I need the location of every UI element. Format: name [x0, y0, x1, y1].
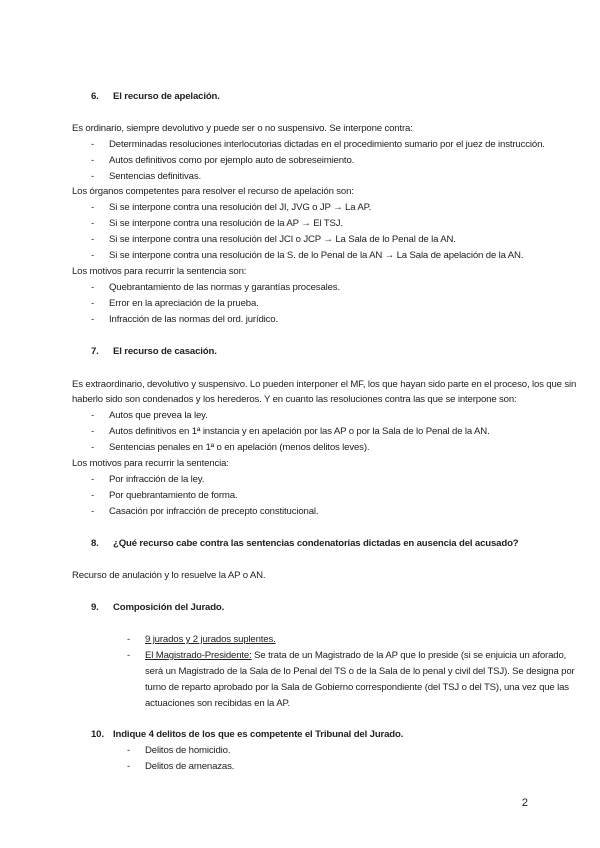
page-number: 2: [521, 797, 528, 809]
list-dash: -: [91, 139, 95, 150]
list-dash: -: [91, 171, 95, 182]
heading-text: Composición del Jurado.: [113, 602, 225, 613]
list-item: Error en la apreciación de la prueba.: [109, 298, 259, 309]
heading-number: 9.: [91, 602, 99, 613]
heading-text: ¿Qué recurso cabe contra las sentencias condenatorias dictadas en ausencia del acusado?: [113, 538, 519, 549]
list-dash: -: [91, 282, 95, 293]
list-dash: -: [91, 314, 95, 325]
list-item: Por quebrantamiento de forma.: [109, 490, 238, 501]
heading-number: 7.: [91, 346, 99, 357]
paragraph: Los órganos competentes para resolver el recurso de apelación son:: [72, 186, 354, 197]
list-dash: -: [91, 155, 95, 166]
list-dash: -: [91, 202, 95, 213]
list-item: Autos definitivos como por ejemplo auto de sobreseimiento.: [109, 155, 355, 166]
heading-text: El recurso de apelación.: [113, 91, 220, 102]
paragraph: Recurso de anulación y lo resuelve la AP o AN.: [72, 570, 266, 581]
list-item: 9 jurados y 2 jurados suplentes.: [145, 634, 276, 645]
list-item: Si se interpone contra una resolución de la S. de lo Penal de la AN → La Sala de apelación de la AN.: [109, 250, 524, 261]
item-label: El Magistrado-Presidente:: [145, 650, 252, 661]
list-item: [145, 650, 566, 662]
list-item: Autos definitivos en 1ª instancia y en apelación por las AP o por la Sala de lo Penal de la AN.: [109, 426, 490, 437]
list-dash: -: [91, 410, 95, 421]
list-dash: -: [127, 745, 131, 756]
list-item: Autos que prevea la ley.: [109, 410, 208, 421]
paragraph: haberlo sido son condenados y los herederos. Y en cuanto las resoluciones contra las que se interpone son:: [72, 394, 517, 405]
list-item: Delitos de amenazas.: [145, 761, 235, 772]
list-dash: -: [91, 298, 95, 309]
list-item: Si se interpone contra una resolución del JI, JVG o JP → La AP.: [109, 202, 372, 213]
list-dash: -: [91, 474, 95, 485]
heading-6: [91, 91, 220, 103]
list-item: Infracción de las normas del ord. jurídico.: [109, 314, 278, 325]
list-item-continuation: será un Magistrado de la Sala de lo Penal del TS o de la Sala de lo penal y civil del TSJ). Se designa por: [145, 666, 575, 677]
list-item-continuation: turno de reparto aprobado por la Sala de Gobierno correspondiente (del TSJ o del TS), una vez que las: [145, 682, 569, 693]
list-item: Determinadas resoluciones interlocutorias dictadas en el procedimiento sumario por el juez de instrucción.: [109, 139, 545, 150]
heading-number: 8.: [91, 538, 99, 549]
list-dash: -: [127, 650, 131, 661]
list-dash: -: [91, 426, 95, 437]
paragraph: Los motivos para recurrir la sentencia:: [72, 458, 229, 469]
list-dash: -: [91, 234, 95, 245]
list-item: Por infracción de la ley.: [109, 474, 205, 485]
heading-text: Indique 4 delitos de los que es competente el Tribunal del Jurado.: [113, 729, 404, 740]
list-dash: -: [127, 761, 131, 772]
list-item: Quebrantamiento de las normas y garantías procesales.: [109, 282, 340, 293]
heading-8: [91, 538, 519, 550]
paragraph: Es ordinario, siempre devolutivo y puede ser o no suspensivo. Se interpone contra:: [72, 123, 413, 134]
heading-9: [91, 602, 224, 614]
paragraph: Los motivos para recurrir la sentencia son:: [72, 266, 247, 277]
list-item: Delitos de homicidio.: [145, 745, 231, 756]
heading-10: [91, 729, 403, 741]
heading-7: [91, 346, 217, 358]
list-item: Sentencias definitivas.: [109, 171, 202, 182]
list-item: Sentencias penales en 1ª o en apelación (menos delitos leves).: [109, 442, 370, 453]
list-item-continuation: actuaciones son recibidas en la AP.: [145, 698, 290, 709]
list-dash: -: [91, 250, 95, 261]
heading-text: El recurso de casación.: [113, 346, 217, 357]
heading-number: 10.: [91, 729, 104, 740]
list-dash: -: [91, 490, 95, 501]
list-dash: -: [91, 506, 95, 517]
heading-number: 6.: [91, 91, 99, 102]
list-item: Si se interpone contra una resolución del JCI o JCP → La Sala de lo Penal de la AN.: [109, 234, 456, 245]
item-text: Se trata de un Magistrado de la AP que lo preside (si se enjuicia un aforado,: [251, 650, 567, 661]
list-dash: -: [91, 218, 95, 229]
list-dash: -: [91, 442, 95, 453]
list-item: Casación por infracción de precepto constitucional.: [109, 506, 319, 517]
paragraph: Es extraordinario, devolutivo y suspensivo. Lo pueden interponer el MF, los que hayan sido parte en el proceso, los que sin: [72, 379, 577, 390]
list-item: Si se interpone contra una resolución de la AP → El TSJ.: [109, 218, 343, 229]
list-dash: -: [127, 634, 131, 645]
